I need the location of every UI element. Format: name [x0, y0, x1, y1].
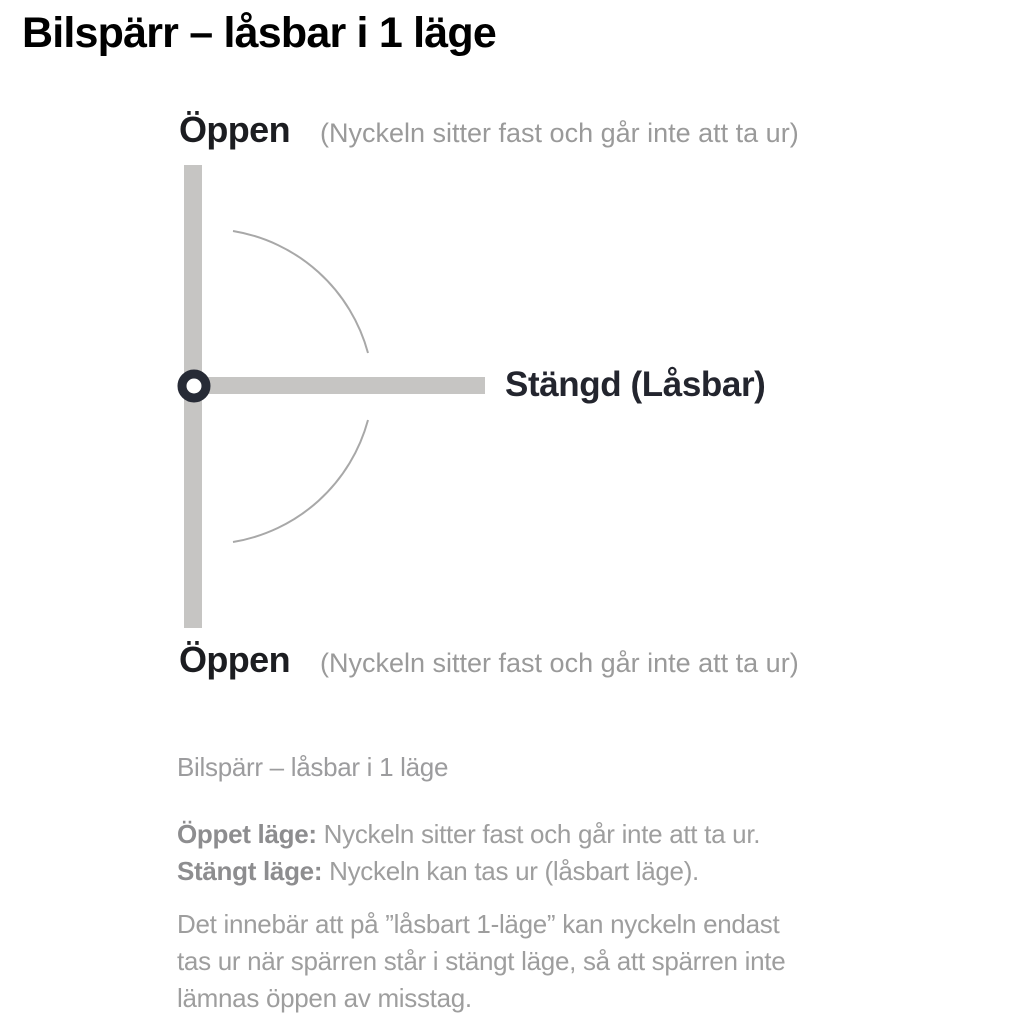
paragraph-line: Det innebär att på ”låsbart 1-läge” kan nyckeln endast	[177, 909, 780, 939]
legend-term-closed: Stängt läge:	[177, 856, 323, 886]
open-position-note-top: (Nyckeln sitter fast och går inte att ta ur)	[320, 118, 799, 148]
barrier-arm-horizontal	[194, 377, 485, 394]
legend-desc-open: Nyckeln sitter fast och går inte att ta ur.	[316, 819, 761, 849]
page-title: Bilspärr – låsbar i 1 läge	[22, 9, 496, 57]
open-position-note-bottom: (Nyckeln sitter fast och går inte att ta ur)	[320, 648, 799, 678]
caption-title: Bilspärr – låsbar i 1 läge	[177, 752, 449, 782]
legend-desc-closed: Nyckeln kan tas ur (låsbart läge).	[322, 856, 699, 886]
closed-position-label: Stängd (Låsbar)	[505, 365, 766, 404]
paragraph-line: tas ur när spärren står i stängt läge, så att spärren inte	[177, 946, 786, 976]
open-position-label-bottom: Öppen	[179, 639, 290, 680]
pivot-ring-icon	[182, 374, 206, 398]
swing-arc-lower	[233, 420, 368, 542]
legend-term-open: Öppet läge:	[177, 819, 317, 849]
swing-arc-upper	[233, 231, 368, 353]
legend-row-closed	[177, 853, 760, 890]
legend-row-open	[177, 816, 760, 853]
open-position-label-top: Öppen	[179, 109, 290, 150]
caption-legend	[177, 816, 760, 890]
paragraph-line: lämnas öppen av misstag.	[177, 983, 472, 1013]
caption-paragraph	[177, 906, 785, 1017]
